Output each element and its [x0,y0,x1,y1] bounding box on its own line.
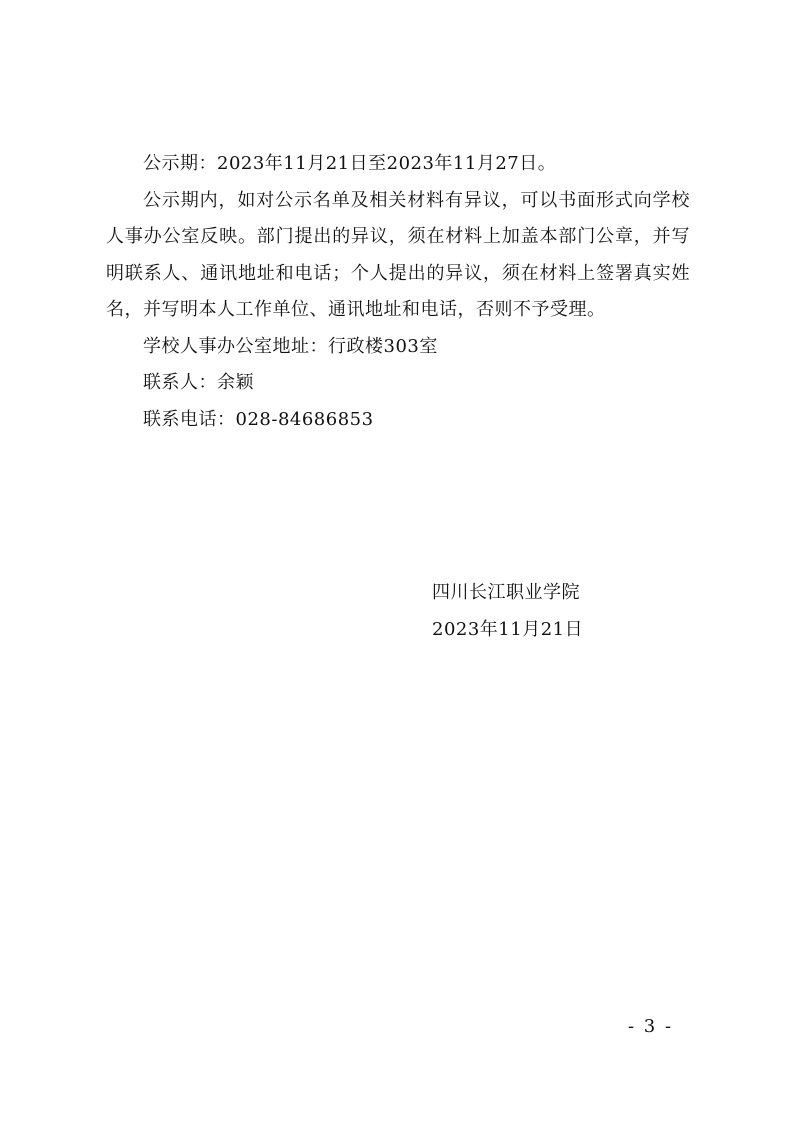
objection-instructions-paragraph: 公示期内，如对公示名单及相关材料有异议，可以书面形式向学校人事办公室反映。部门提出的异议，须在材料上加盖本部门公章，并写明联系人、通讯地址和电话；个人提出的异议，须在材料上签署真实姓名，并写明本人工作单位、通讯地址和电话，否则不予受理。 [106,189,690,320]
signature-date: 2023年11月21日 [432,618,584,640]
page-number: - 3 - [628,1016,674,1037]
document-body [106,146,690,438]
signature-block [432,575,652,648]
office-address-paragraph: 学校人事办公室地址：行政楼303室 [143,335,438,357]
signature-organization: 四川长江职业学院 [432,582,580,603]
publicity-period-paragraph: 公示期：2023年11月21日至2023年11月27日。 [143,153,557,174]
contact-person-paragraph: 联系人：余颖 [143,372,254,393]
contact-phone-paragraph: 联系电话：028-84686853 [143,408,374,430]
